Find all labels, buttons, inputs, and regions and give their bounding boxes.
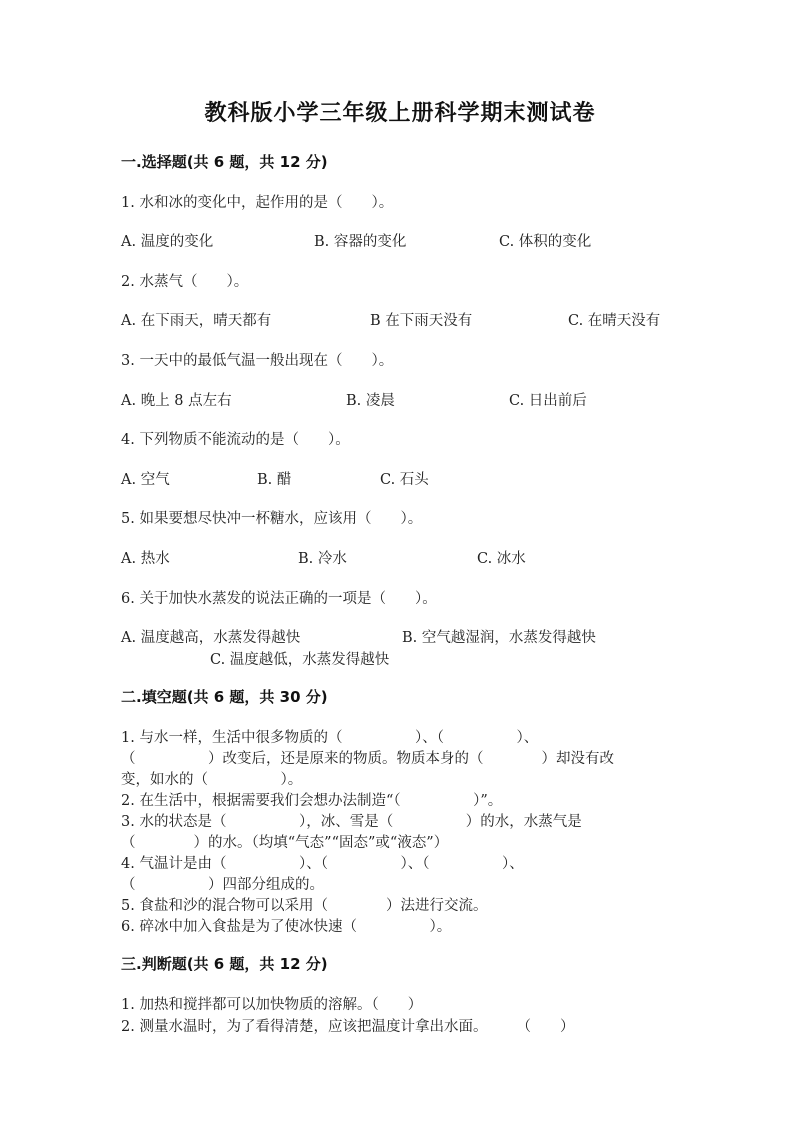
question-2-option-a: A. 在下雨天，晴天都有	[121, 313, 272, 329]
fill-line: 5. 食盐和沙的混合物可以采用（ ）法进行交流。	[121, 898, 488, 914]
question-5-option-b: B. 冷水	[298, 551, 347, 567]
fill-line: （ ）的水。（均填“气态”“固态”或“液态”）	[121, 835, 449, 851]
question-4-option-b: B. 醋	[257, 472, 292, 488]
question-1-option-b: B. 容器的变化	[314, 234, 407, 250]
fill-line: 6. 碎冰中加入食盐是为了使冰快速（ ）。	[121, 919, 452, 935]
fill-line: 变，如水的（ ）。	[121, 772, 303, 788]
judge-line: 1. 加热和搅拌都可以加快物质的溶解。（ ）	[121, 997, 423, 1013]
section-2-heading: 二.填空题(共 6 题，共 30 分)	[121, 688, 328, 706]
question-3-stem: 3. 一天中的最低气温一般出现在（ ）。	[121, 353, 394, 369]
question-4-stem: 4. 下列物质不能流动的是（ ）。	[121, 432, 350, 448]
question-6-option-b: B. 空气越湿润，水蒸发得越快	[402, 630, 596, 646]
fill-line: 2. 在生活中，根据需要我们会想办法制造“（ ）”。	[121, 793, 503, 809]
question-6-option-a: A. 温度越高，水蒸发得越快	[121, 630, 301, 646]
exam-title: 教科版小学三年级上册科学期末测试卷	[204, 101, 596, 126]
fill-line: （ ）改变后，还是原来的物质。物质本身的（ ）却没有改	[121, 751, 614, 767]
question-5-stem: 5. 如果要想尽快冲一杯糖水，应该用（ ）。	[121, 511, 423, 527]
question-3-option-c: C. 日出前后	[509, 393, 587, 409]
question-4-option-c: C. 石头	[380, 472, 429, 488]
fill-line: （ ）四部分组成的。	[121, 877, 324, 893]
question-4-option-a: A. 空气	[121, 472, 170, 488]
question-3-option-a: A. 晚上 8 点左右	[121, 393, 232, 409]
judge-line: 2. 测量水温时，为了看得清楚，应该把温度计拿出水面。 （ ）	[121, 1019, 575, 1035]
question-1-stem: 1. 水和冰的变化中，起作用的是（ ）。	[121, 195, 394, 211]
question-6-option-c: C. 温度越低，水蒸发得越快	[210, 652, 390, 668]
question-2-stem: 2. 水蒸气（ ）。	[121, 274, 249, 290]
question-2-option-b: B 在下雨天没有	[370, 313, 473, 329]
question-2-option-c: C. 在晴天没有	[568, 313, 661, 329]
question-5-option-a: A. 热水	[121, 551, 170, 567]
question-1-option-a: A. 温度的变化	[121, 234, 214, 250]
fill-line: 3. 水的状态是（ ），冰、雪是（ ）的水，水蒸气是	[121, 814, 582, 830]
question-6-stem: 6. 关于加快水蒸发的说法正确的一项是（ ）。	[121, 591, 437, 607]
fill-line: 1. 与水一样，生活中很多物质的（ ）、（ ）、	[121, 730, 539, 746]
question-1-option-c: C. 体积的变化	[499, 234, 592, 250]
section-3-heading: 三.判断题(共 6 题，共 12 分)	[121, 955, 328, 973]
question-3-option-b: B. 凌晨	[346, 393, 395, 409]
fill-line: 4. 气温计是由（ ）、（ ）、（ ）、	[121, 856, 524, 872]
section-1-heading: 一.选择题(共 6 题，共 12 分)	[121, 153, 328, 171]
question-5-option-c: C. 冰水	[477, 551, 526, 567]
